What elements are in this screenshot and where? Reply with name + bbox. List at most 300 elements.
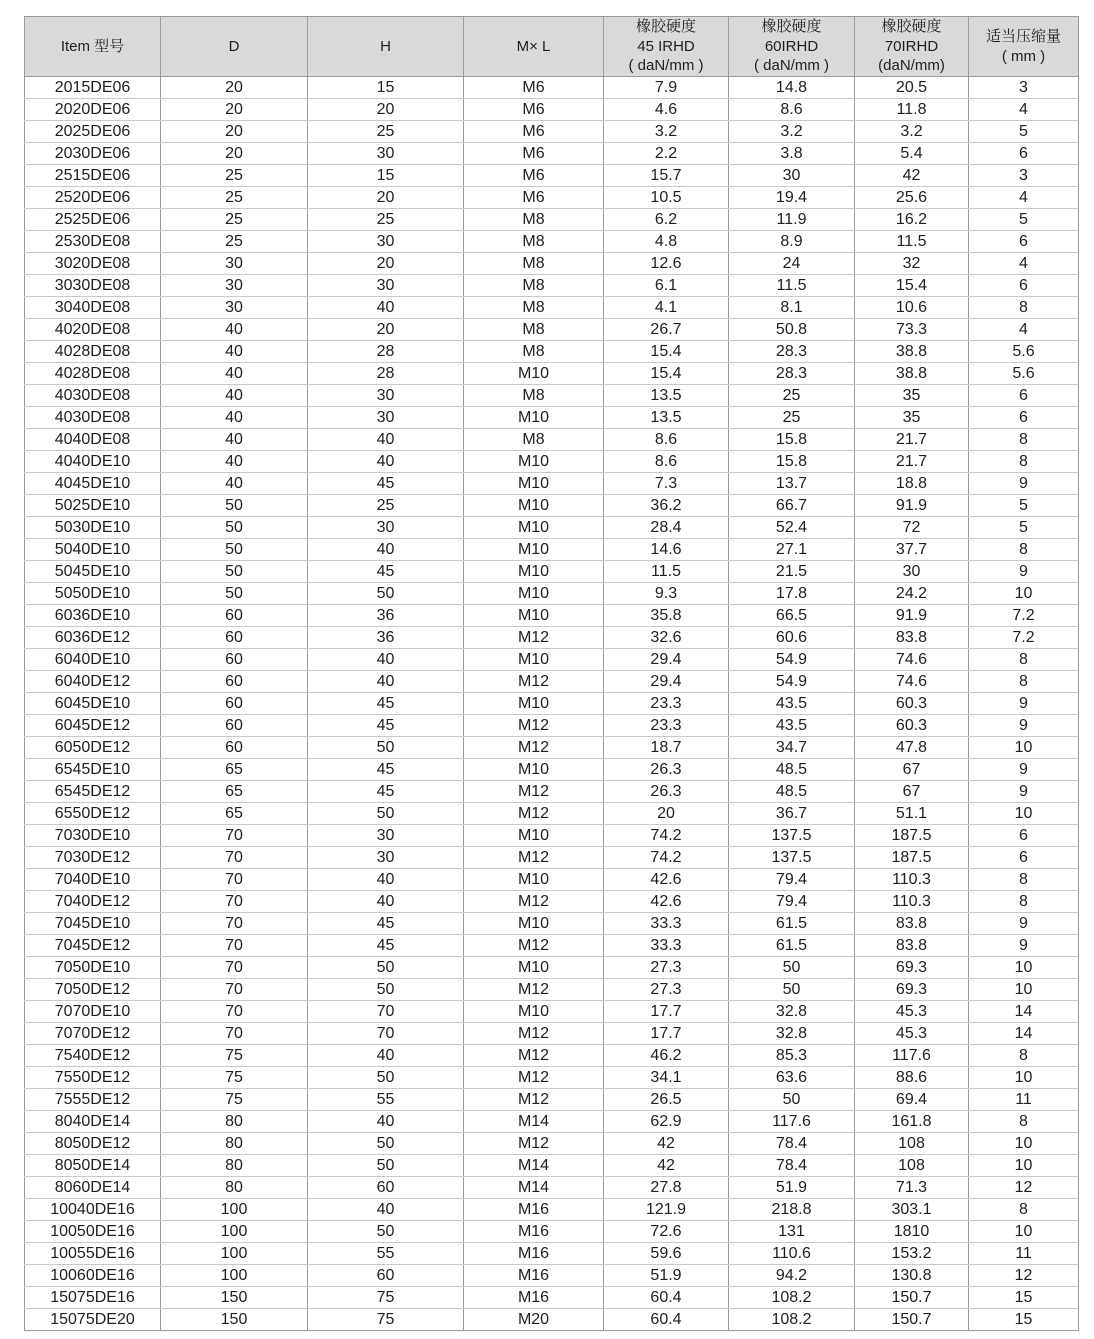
table-cell: M12 xyxy=(464,737,604,759)
table-cell: 303.1 xyxy=(855,1199,969,1221)
table-cell: 12.6 xyxy=(604,253,729,275)
table-cell: 9 xyxy=(969,693,1079,715)
table-cell: 15 xyxy=(308,77,464,99)
table-cell: 4030DE08 xyxy=(25,385,161,407)
table-cell: 11.5 xyxy=(729,275,855,297)
table-cell: 3 xyxy=(969,165,1079,187)
table-cell: 108 xyxy=(855,1133,969,1155)
table-cell: M10 xyxy=(464,539,604,561)
table-cell: 7070DE12 xyxy=(25,1023,161,1045)
table-cell: 70 xyxy=(161,847,308,869)
table-cell: 9 xyxy=(969,473,1079,495)
table-row xyxy=(25,451,1079,473)
table-cell: 55 xyxy=(308,1243,464,1265)
table-cell: 9 xyxy=(969,781,1079,803)
table-row xyxy=(25,1001,1079,1023)
table-cell: 94.2 xyxy=(729,1265,855,1287)
table-cell: 50.8 xyxy=(729,319,855,341)
table-cell: 83.8 xyxy=(855,935,969,957)
table-cell: 7040DE10 xyxy=(25,869,161,891)
table-cell: 33.3 xyxy=(604,935,729,957)
table-cell: 32.6 xyxy=(604,627,729,649)
table-row xyxy=(25,869,1079,891)
table-body xyxy=(25,77,1079,1331)
table-cell: 80 xyxy=(161,1111,308,1133)
table-cell: 15.4 xyxy=(604,341,729,363)
table-cell: M8 xyxy=(464,297,604,319)
table-cell: 2530DE08 xyxy=(25,231,161,253)
table-row xyxy=(25,825,1079,847)
table-cell: 91.9 xyxy=(855,605,969,627)
table-cell: 80 xyxy=(161,1177,308,1199)
table-cell: 50 xyxy=(161,583,308,605)
table-cell: 48.5 xyxy=(729,759,855,781)
table-cell: M6 xyxy=(464,77,604,99)
column-header-h: H xyxy=(308,17,464,77)
table-cell: M12 xyxy=(464,1045,604,1067)
table-cell: 50 xyxy=(308,957,464,979)
table-cell: M12 xyxy=(464,715,604,737)
table-row xyxy=(25,143,1079,165)
table-cell: 50 xyxy=(161,517,308,539)
table-cell: 15 xyxy=(308,165,464,187)
table-cell: 6045DE10 xyxy=(25,693,161,715)
table-cell: 45 xyxy=(308,715,464,737)
table-cell: 108.2 xyxy=(729,1287,855,1309)
table-row xyxy=(25,121,1079,143)
table-cell: M10 xyxy=(464,363,604,385)
table-cell: 15075DE20 xyxy=(25,1309,161,1331)
table-row xyxy=(25,517,1079,539)
table-cell: 2030DE06 xyxy=(25,143,161,165)
table-cell: 4 xyxy=(969,99,1079,121)
table-cell: 60 xyxy=(308,1265,464,1287)
table-cell: 4028DE08 xyxy=(25,363,161,385)
table-cell: 2515DE06 xyxy=(25,165,161,187)
table-cell: 6 xyxy=(969,847,1079,869)
table-cell: M6 xyxy=(464,99,604,121)
table-cell: 11.8 xyxy=(855,99,969,121)
table-cell: 40 xyxy=(161,363,308,385)
table-row xyxy=(25,319,1079,341)
table-cell: 14 xyxy=(969,1001,1079,1023)
table-cell: 8 xyxy=(969,891,1079,913)
table-cell: 78.4 xyxy=(729,1133,855,1155)
table-cell: 50 xyxy=(308,979,464,1001)
table-cell: 4040DE08 xyxy=(25,429,161,451)
table-cell: 6 xyxy=(969,407,1079,429)
table-cell: 74.2 xyxy=(604,825,729,847)
table-cell: 11.9 xyxy=(729,209,855,231)
table-cell: 40 xyxy=(308,297,464,319)
table-cell: 6 xyxy=(969,825,1079,847)
table-cell: 50 xyxy=(729,1089,855,1111)
table-cell: 13.5 xyxy=(604,385,729,407)
table-row xyxy=(25,231,1079,253)
table-cell: M10 xyxy=(464,869,604,891)
table-cell: 42.6 xyxy=(604,891,729,913)
column-header-irhd70: 橡胶硬度 70IRHD (daN/mm) xyxy=(855,17,969,77)
table-cell: 42 xyxy=(604,1133,729,1155)
table-cell: 5025DE10 xyxy=(25,495,161,517)
table-cell: 5.6 xyxy=(969,341,1079,363)
table-cell: 150.7 xyxy=(855,1287,969,1309)
table-cell: 70 xyxy=(161,979,308,1001)
table-cell: 69.3 xyxy=(855,979,969,1001)
table-cell: 40 xyxy=(308,1111,464,1133)
table-cell: 79.4 xyxy=(729,869,855,891)
table-cell: M8 xyxy=(464,231,604,253)
table-cell: 75 xyxy=(161,1089,308,1111)
table-cell: 70 xyxy=(308,1023,464,1045)
table-cell: 6.1 xyxy=(604,275,729,297)
table-cell: 40 xyxy=(308,891,464,913)
table-cell: M6 xyxy=(464,165,604,187)
table-cell: 30 xyxy=(308,847,464,869)
table-cell: 50 xyxy=(308,1133,464,1155)
table-cell: 83.8 xyxy=(855,627,969,649)
table-cell: 50 xyxy=(161,539,308,561)
table-cell: 42.6 xyxy=(604,869,729,891)
table-cell: 20 xyxy=(308,187,464,209)
table-cell: 14 xyxy=(969,1023,1079,1045)
table-cell: 70 xyxy=(161,1023,308,1045)
table-cell: 8.6 xyxy=(729,99,855,121)
table-cell: 150 xyxy=(161,1309,308,1331)
table-cell: 72 xyxy=(855,517,969,539)
table-cell: 50 xyxy=(729,979,855,1001)
table-cell: 42 xyxy=(604,1155,729,1177)
table-cell: M8 xyxy=(464,275,604,297)
table-cell: 25 xyxy=(729,385,855,407)
table-row xyxy=(25,1045,1079,1067)
table-cell: 26.5 xyxy=(604,1089,729,1111)
table-cell: 51.1 xyxy=(855,803,969,825)
table-cell: 10 xyxy=(969,1133,1079,1155)
table-cell: 130.8 xyxy=(855,1265,969,1287)
table-cell: 40 xyxy=(161,385,308,407)
table-row xyxy=(25,341,1079,363)
table-row xyxy=(25,957,1079,979)
table-cell: 78.4 xyxy=(729,1155,855,1177)
table-cell: 8 xyxy=(969,671,1079,693)
table-row xyxy=(25,693,1079,715)
table-cell: 25 xyxy=(161,187,308,209)
table-cell: 50 xyxy=(308,1221,464,1243)
table-cell: 5 xyxy=(969,517,1079,539)
table-cell: 15075DE16 xyxy=(25,1287,161,1309)
table-cell: 30 xyxy=(308,517,464,539)
table-cell: 29.4 xyxy=(604,671,729,693)
column-header-irhd60: 橡胶硬度 60IRHD ( daN/mm ) xyxy=(729,17,855,77)
table-cell: 33.3 xyxy=(604,913,729,935)
table-row xyxy=(25,605,1079,627)
table-cell: M10 xyxy=(464,649,604,671)
table-cell: 17.7 xyxy=(604,1001,729,1023)
table-cell: 34.7 xyxy=(729,737,855,759)
table-cell: M12 xyxy=(464,1089,604,1111)
table-cell: 12 xyxy=(969,1265,1079,1287)
table-cell: 7045DE12 xyxy=(25,935,161,957)
table-cell: 30 xyxy=(855,561,969,583)
table-cell: 85.3 xyxy=(729,1045,855,1067)
table-cell: 6.2 xyxy=(604,209,729,231)
table-cell: 137.5 xyxy=(729,825,855,847)
table-cell: 32.8 xyxy=(729,1001,855,1023)
table-cell: 30 xyxy=(308,231,464,253)
table-cell: 13.7 xyxy=(729,473,855,495)
table-cell: 7555DE12 xyxy=(25,1089,161,1111)
table-cell: 30 xyxy=(308,407,464,429)
table-row xyxy=(25,1155,1079,1177)
table-cell: M12 xyxy=(464,935,604,957)
table-row xyxy=(25,539,1079,561)
table-cell: 100 xyxy=(161,1199,308,1221)
table-cell: 3040DE08 xyxy=(25,297,161,319)
table-cell: 10040DE16 xyxy=(25,1199,161,1221)
table-cell: 46.2 xyxy=(604,1045,729,1067)
table-cell: 10060DE16 xyxy=(25,1265,161,1287)
table-row xyxy=(25,803,1079,825)
table-row xyxy=(25,715,1079,737)
table-cell: 7050DE10 xyxy=(25,957,161,979)
table-cell: M12 xyxy=(464,627,604,649)
table-cell: 4.8 xyxy=(604,231,729,253)
table-cell: 4030DE08 xyxy=(25,407,161,429)
table-row xyxy=(25,187,1079,209)
table-cell: 60 xyxy=(161,715,308,737)
table-cell: M14 xyxy=(464,1155,604,1177)
table-cell: 52.4 xyxy=(729,517,855,539)
table-cell: 50 xyxy=(729,957,855,979)
table-cell: 60 xyxy=(161,605,308,627)
table-cell: 30 xyxy=(161,297,308,319)
table-row xyxy=(25,385,1079,407)
table-cell: 9 xyxy=(969,935,1079,957)
table-cell: 24.2 xyxy=(855,583,969,605)
table-cell: 63.6 xyxy=(729,1067,855,1089)
table-cell: 187.5 xyxy=(855,847,969,869)
table-cell: 70 xyxy=(308,1001,464,1023)
table-cell: M8 xyxy=(464,253,604,275)
table-cell: 45 xyxy=(308,935,464,957)
table-cell: 8 xyxy=(969,649,1079,671)
table-cell: 34.1 xyxy=(604,1067,729,1089)
table-cell: M10 xyxy=(464,583,604,605)
table-cell: 3.8 xyxy=(729,143,855,165)
table-row xyxy=(25,781,1079,803)
table-cell: 8 xyxy=(969,1199,1079,1221)
table-cell: 50 xyxy=(308,737,464,759)
table-cell: M16 xyxy=(464,1199,604,1221)
table-cell: 6036DE10 xyxy=(25,605,161,627)
table-cell: 8 xyxy=(969,869,1079,891)
table-cell: 30 xyxy=(308,825,464,847)
table-cell: 150.7 xyxy=(855,1309,969,1331)
table-cell: M12 xyxy=(464,803,604,825)
table-cell: 72.6 xyxy=(604,1221,729,1243)
table-cell: M8 xyxy=(464,429,604,451)
table-cell: 20.5 xyxy=(855,77,969,99)
table-cell: 74.2 xyxy=(604,847,729,869)
table-cell: 10050DE16 xyxy=(25,1221,161,1243)
table-cell: 75 xyxy=(161,1067,308,1089)
table-cell: 7040DE12 xyxy=(25,891,161,913)
table-cell: 9 xyxy=(969,561,1079,583)
table-cell: 40 xyxy=(308,649,464,671)
table-cell: M10 xyxy=(464,561,604,583)
table-cell: 40 xyxy=(308,429,464,451)
table-cell: 5.4 xyxy=(855,143,969,165)
spec-table xyxy=(24,16,1079,1331)
table-cell: 8.1 xyxy=(729,297,855,319)
table-row xyxy=(25,759,1079,781)
table-cell: 10 xyxy=(969,1221,1079,1243)
table-cell: 3 xyxy=(969,77,1079,99)
table-cell: 70 xyxy=(161,935,308,957)
table-cell: 7.2 xyxy=(969,605,1079,627)
table-cell: 2.2 xyxy=(604,143,729,165)
table-cell: 40 xyxy=(308,539,464,561)
table-cell: 47.8 xyxy=(855,737,969,759)
table-cell: 38.8 xyxy=(855,341,969,363)
table-cell: 5.6 xyxy=(969,363,1079,385)
table-cell: 45 xyxy=(308,781,464,803)
table-cell: 2015DE06 xyxy=(25,77,161,99)
table-cell: 7.9 xyxy=(604,77,729,99)
table-cell: 25 xyxy=(308,121,464,143)
table-cell: 4 xyxy=(969,253,1079,275)
table-cell: 27.3 xyxy=(604,957,729,979)
table-cell: 7050DE12 xyxy=(25,979,161,1001)
table-cell: 45.3 xyxy=(855,1001,969,1023)
table-cell: 35.8 xyxy=(604,605,729,627)
table-cell: 150 xyxy=(161,1287,308,1309)
table-cell: 45 xyxy=(308,913,464,935)
table-cell: 10.6 xyxy=(855,297,969,319)
table-cell: M16 xyxy=(464,1287,604,1309)
table-cell: 32 xyxy=(855,253,969,275)
table-cell: 8.6 xyxy=(604,451,729,473)
table-cell: 100 xyxy=(161,1243,308,1265)
table-cell: 40 xyxy=(308,1045,464,1067)
table-cell: M12 xyxy=(464,1067,604,1089)
table-cell: 27.3 xyxy=(604,979,729,1001)
table-cell: 79.4 xyxy=(729,891,855,913)
table-cell: 65 xyxy=(161,781,308,803)
table-cell: 43.5 xyxy=(729,693,855,715)
table-cell: 6 xyxy=(969,275,1079,297)
table-cell: 75 xyxy=(161,1045,308,1067)
table-cell: 54.9 xyxy=(729,671,855,693)
table-cell: M14 xyxy=(464,1111,604,1133)
table-cell: 69.4 xyxy=(855,1089,969,1111)
table-cell: 60.4 xyxy=(604,1309,729,1331)
table-cell: 7.2 xyxy=(969,627,1079,649)
table-cell: 23.3 xyxy=(604,715,729,737)
table-cell: 17.7 xyxy=(604,1023,729,1045)
table-cell: 137.5 xyxy=(729,847,855,869)
table-cell: M10 xyxy=(464,517,604,539)
table-cell: 50 xyxy=(308,583,464,605)
table-cell: 161.8 xyxy=(855,1111,969,1133)
table-cell: 15 xyxy=(969,1287,1079,1309)
table-cell: 25 xyxy=(308,209,464,231)
table-cell: 218.8 xyxy=(729,1199,855,1221)
table-cell: M8 xyxy=(464,341,604,363)
table-cell: 30 xyxy=(161,253,308,275)
table-cell: 8040DE14 xyxy=(25,1111,161,1133)
table-cell: 40 xyxy=(161,451,308,473)
table-cell: 10055DE16 xyxy=(25,1243,161,1265)
table-cell: 15.7 xyxy=(604,165,729,187)
table-cell: 60 xyxy=(161,693,308,715)
table-cell: 15.4 xyxy=(604,363,729,385)
table-cell: 117.6 xyxy=(855,1045,969,1067)
table-row xyxy=(25,1287,1079,1309)
table-cell: 15.8 xyxy=(729,451,855,473)
table-cell: 8 xyxy=(969,429,1079,451)
table-cell: 7030DE10 xyxy=(25,825,161,847)
table-cell: 10 xyxy=(969,737,1079,759)
table-cell: 35 xyxy=(855,407,969,429)
table-cell: 36.2 xyxy=(604,495,729,517)
table-cell: 4020DE08 xyxy=(25,319,161,341)
table-row xyxy=(25,253,1079,275)
table-cell: M12 xyxy=(464,1023,604,1045)
table-cell: 5040DE10 xyxy=(25,539,161,561)
table-cell: 8 xyxy=(969,1045,1079,1067)
table-cell: 70 xyxy=(161,825,308,847)
table-cell: 8 xyxy=(969,451,1079,473)
table-cell: 51.9 xyxy=(604,1265,729,1287)
table-cell: 2525DE06 xyxy=(25,209,161,231)
table-cell: 100 xyxy=(161,1221,308,1243)
table-row xyxy=(25,1133,1079,1155)
table-cell: 5 xyxy=(969,121,1079,143)
table-cell: 70 xyxy=(161,891,308,913)
table-cell: 4 xyxy=(969,319,1079,341)
header-row xyxy=(25,17,1079,77)
table-cell: 1810 xyxy=(855,1221,969,1243)
table-row xyxy=(25,913,1079,935)
table-cell: 55 xyxy=(308,1089,464,1111)
table-cell: 45 xyxy=(308,473,464,495)
table-cell: 40 xyxy=(161,341,308,363)
table-row xyxy=(25,165,1079,187)
table-cell: 30 xyxy=(308,385,464,407)
table-cell: M12 xyxy=(464,847,604,869)
table-cell: 7045DE10 xyxy=(25,913,161,935)
table-row xyxy=(25,297,1079,319)
table-cell: 65 xyxy=(161,803,308,825)
table-row xyxy=(25,209,1079,231)
table-cell: 60.6 xyxy=(729,627,855,649)
table-cell: 11.5 xyxy=(855,231,969,253)
table-cell: 35 xyxy=(855,385,969,407)
table-cell: 5050DE10 xyxy=(25,583,161,605)
table-cell: 74.6 xyxy=(855,649,969,671)
table-cell: 70 xyxy=(161,869,308,891)
table-row xyxy=(25,1023,1079,1045)
table-cell: 6 xyxy=(969,143,1079,165)
table-cell: 4040DE10 xyxy=(25,451,161,473)
table-cell: M12 xyxy=(464,891,604,913)
table-cell: M10 xyxy=(464,407,604,429)
table-cell: 28 xyxy=(308,363,464,385)
table-cell: 23.3 xyxy=(604,693,729,715)
table-cell: 61.5 xyxy=(729,913,855,935)
